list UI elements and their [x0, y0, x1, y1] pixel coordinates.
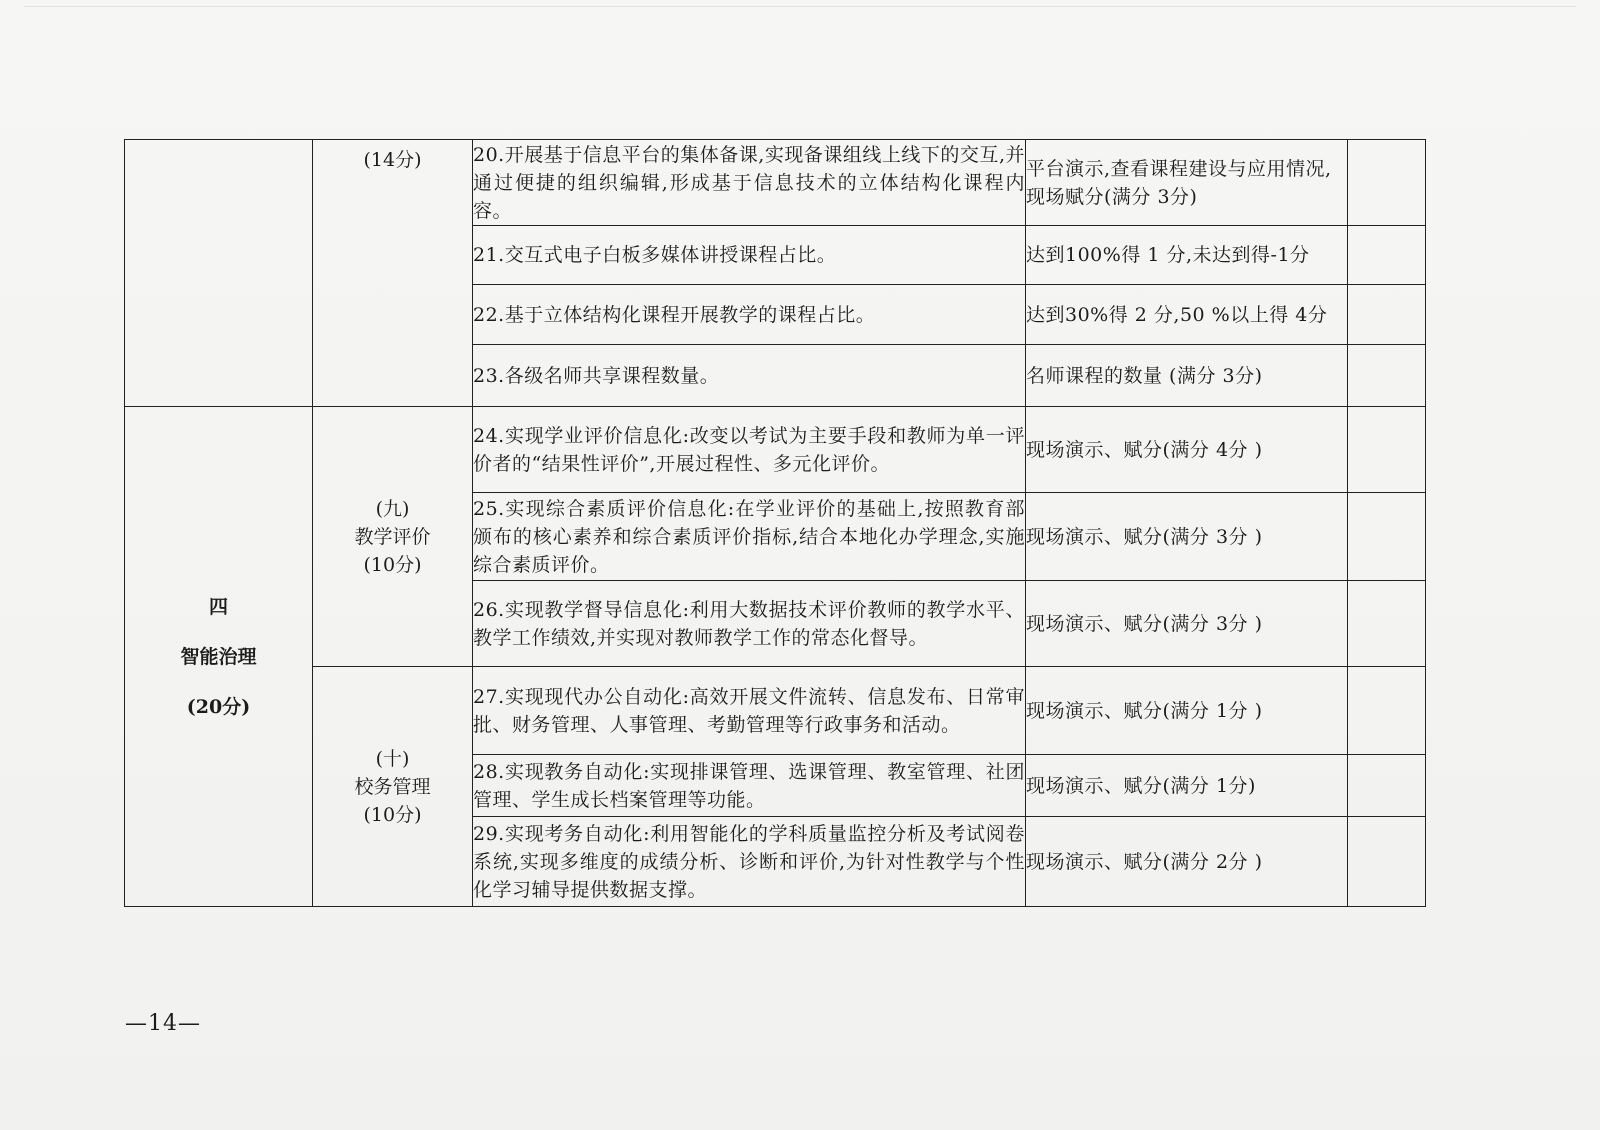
score-cell — [1348, 285, 1426, 345]
item-cell: 20.开展基于信息平台的集体备课,实现备课组线上线下的交互,并通过便捷的组织编辑,形成基于信息技术的立体结构化课程内容。 — [473, 140, 1026, 226]
item-cell: 28.实现教务自动化:实现排课管理、选课管理、教室管理、社团管理、学生成长档案管理等功能。 — [473, 755, 1026, 817]
method-cell: 现场演示、赋分(满分 4分 ) — [1026, 407, 1348, 493]
subcategory-score: (14分) — [363, 149, 422, 171]
item-cell: 22.基于立体结构化课程开展教学的课程占比。 — [473, 285, 1026, 345]
dimension-score: (20分) — [186, 695, 251, 718]
subcategory-score: (10分) — [363, 553, 422, 576]
table-row — [125, 407, 1426, 493]
subcategory-cell — [313, 667, 473, 907]
method-cell: 达到100%得 1 分,未达到得-1分 — [1026, 226, 1348, 285]
item-cell: 21.交互式电子白板多媒体讲授课程占比。 — [473, 226, 1026, 285]
method-cell: 平台演示,查看课程建设与应用情况,现场赋分(满分 3分) — [1026, 140, 1348, 226]
subcategory-cell — [313, 140, 473, 407]
score-cell — [1348, 493, 1426, 581]
subcategory-cell — [313, 407, 473, 667]
dimension-cell — [125, 407, 313, 907]
method-cell: 现场演示、赋分(满分 3分 ) — [1026, 493, 1348, 581]
page-number: —14— — [125, 1011, 201, 1036]
method-cell: 名师课程的数量 (满分 3分) — [1026, 345, 1348, 407]
item-cell: 24.实现学业评价信息化:改变以考试为主要手段和教师为单一评价者的“结果性评价”,开展过程性、多元化评价。 — [473, 407, 1026, 493]
score-cell — [1348, 755, 1426, 817]
score-cell — [1348, 407, 1426, 493]
subcategory-number: (十) — [375, 747, 410, 770]
evaluation-table — [124, 139, 1426, 907]
table-row — [125, 667, 1426, 755]
top-edge-line — [24, 6, 1576, 7]
item-cell: 26.实现教学督导信息化:利用大数据技术评价教师的教学水平、教学工作绩效,并实现对教师教学工作的常态化督导。 — [473, 581, 1026, 667]
dimension-cell-upper — [125, 140, 313, 407]
method-cell: 现场演示、赋分(满分 2分 ) — [1026, 817, 1348, 907]
subcategory-name: 教学评价 — [354, 525, 431, 548]
item-cell: 29.实现考务自动化:利用智能化的学科质量监控分析及考试阅卷系统,实现多维度的成绩分析、诊断和评价,为针对性教学与个性化学习辅导提供数据支撑。 — [473, 817, 1026, 907]
subcategory-number: (九) — [375, 497, 410, 520]
score-cell — [1348, 345, 1426, 407]
table-row — [125, 140, 1426, 226]
item-cell: 23.各级名师共享课程数量。 — [473, 345, 1026, 407]
item-cell: 27.实现现代办公自动化:高效开展文件流转、信息发布、日常审批、财务管理、人事管理、考勤管理等行政事务和活动。 — [473, 667, 1026, 755]
method-cell: 达到30%得 2 分,50 %以上得 4分 — [1026, 285, 1348, 345]
subcategory-score: (10分) — [363, 803, 422, 826]
score-cell — [1348, 581, 1426, 667]
dimension-name: 智能治理 — [180, 645, 257, 668]
score-cell — [1348, 226, 1426, 285]
method-cell: 现场演示、赋分(满分 3分 ) — [1026, 581, 1348, 667]
score-cell — [1348, 667, 1426, 755]
method-cell: 现场演示、赋分(满分 1分 ) — [1026, 667, 1348, 755]
score-cell — [1348, 817, 1426, 907]
score-cell — [1348, 140, 1426, 226]
subcategory-name: 校务管理 — [354, 775, 431, 798]
item-cell: 25.实现综合素质评价信息化:在学业评价的基础上,按照教育部颁布的核心素养和综合素质评价指标,结合本地化办学理念,实施综合素质评价。 — [473, 493, 1026, 581]
method-cell: 现场演示、赋分(满分 1分) — [1026, 755, 1348, 817]
dimension-number: 四 — [208, 595, 228, 618]
